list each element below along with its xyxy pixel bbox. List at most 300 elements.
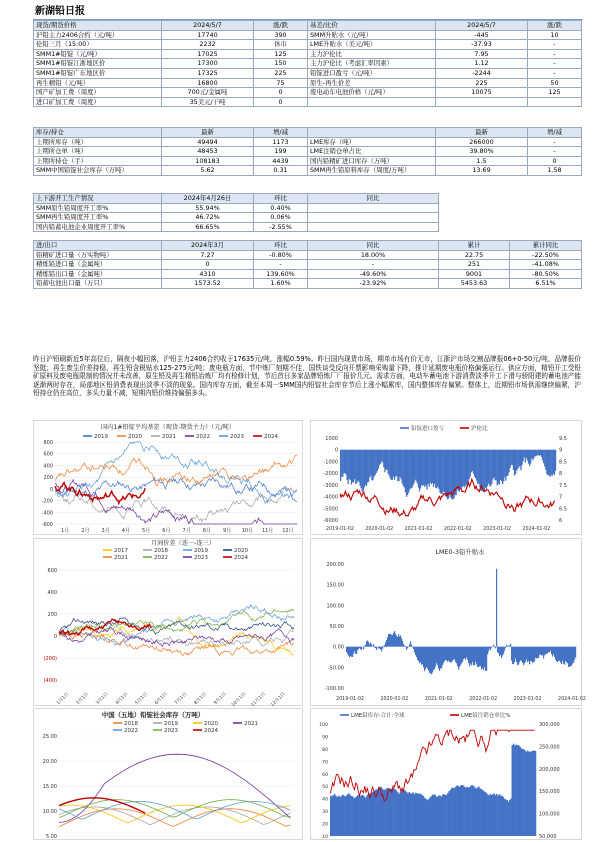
table-row [34, 59, 582, 69]
table-cell: 再生精铅（元/吨） [34, 78, 162, 88]
header-cell: 2024年4月26日 [162, 194, 254, 204]
table-row [34, 279, 582, 289]
y-tick-label: 400 [43, 463, 53, 470]
y-tick-label: 100 [319, 723, 328, 728]
table-cell: 150 [254, 59, 308, 69]
table-cell: 139.60% [254, 269, 308, 279]
table-cell: -0.80% [254, 250, 308, 260]
x-tick-label: 12月 [282, 528, 294, 534]
table4-header [34, 241, 582, 251]
x-tick-label: 5月 [142, 528, 151, 534]
lme-stock-chart [310, 708, 582, 840]
y-tick-label: 5.00 [45, 834, 57, 840]
table-cell: 0 [254, 97, 308, 107]
table-cell: - [254, 260, 308, 270]
table-cell: 13.69 [436, 166, 528, 176]
x-tick-label: 9月1日 [213, 691, 228, 707]
x-tick-label: 12月1日 [270, 691, 287, 709]
legend-label: 2024 [234, 555, 248, 561]
table-cell [308, 222, 439, 232]
table-cell: 精炼铅进口量（金属吨） [34, 260, 162, 270]
table-cell: 1573.52 [162, 279, 254, 289]
legend-label: 2022 [124, 728, 138, 734]
table-row [34, 88, 582, 98]
table-row [34, 203, 439, 213]
table-row [34, 213, 439, 223]
legend-label: 铅锭进口盈亏 [411, 426, 445, 432]
y-tick-label: 90 [322, 735, 328, 741]
header-cell: 环比 [254, 241, 308, 251]
table-cell: -2.55% [254, 222, 308, 232]
header-cell: 涨/跌 [254, 21, 308, 31]
x-tick-label: 2023-01-02 [513, 697, 542, 702]
table-row [34, 49, 582, 59]
x-tick-label: 6月 [162, 528, 171, 534]
y2-tick-label: 50,000 [539, 834, 557, 840]
table-cell: 10075 [436, 88, 528, 98]
y2-tick-label: 7 [559, 494, 563, 501]
table-cell: SMM1#铅锭江浙地区价 [34, 59, 162, 69]
chart-title: 国内1#铅锭平均基差（现货-期货主力）（元/吨） [100, 424, 236, 431]
x-tick-label: 6月1日 [154, 691, 169, 707]
legend-label: 2019 [194, 548, 208, 554]
lme-spread-chart [310, 538, 586, 706]
table-cell: 主力沪伦比（考虑汇率因素） [308, 59, 436, 69]
table-row [34, 68, 582, 78]
table-cell: 700元/金属吨 [162, 88, 254, 98]
table-cell: 5.62 [162, 166, 254, 176]
legend-label: 2021 [114, 555, 128, 561]
table-cell: 1.58 [528, 166, 582, 176]
table-cell [308, 97, 436, 107]
x-tick-label: 4月1日 [115, 691, 130, 707]
table-cell: 0.31 [254, 166, 308, 176]
y-tick-label: 10.00 [42, 809, 57, 815]
table-row [34, 166, 582, 176]
table-cell: 125 [528, 88, 582, 98]
table-cell: 精炼铅出口量（金属吨） [34, 269, 162, 279]
table-cell: 251 [439, 260, 510, 270]
y-tick-label: -6000 [323, 518, 338, 524]
table-cell: 50 [528, 78, 582, 88]
table-cell: 390 [254, 30, 308, 40]
table-row [34, 260, 582, 270]
table-cell: 48453 [162, 147, 254, 157]
chart-frame [34, 539, 303, 709]
table-cell: 铅锭进口盈亏（元/吨） [308, 68, 436, 78]
x-tick-label: 2022-01-02 [443, 527, 472, 532]
x-tick-label: 2019-01-02 [326, 527, 354, 532]
table-cell: 108183 [162, 156, 254, 166]
table-cell: 0 [254, 88, 308, 98]
legend-label: 2024 [264, 434, 278, 440]
legend-label: 2024 [204, 728, 218, 734]
table-cell: 1.5 [436, 156, 528, 166]
x-tick-label: 11月1日 [250, 691, 267, 709]
x-tick-label: 11月 [261, 528, 274, 534]
table-cell: 废电动车电池价格（元/吨） [308, 88, 436, 98]
x-tick-label: 7月 [182, 528, 191, 534]
table-cell: SMM原生铅周度开工率% [34, 203, 162, 213]
y-tick-label: 100.00 [326, 603, 344, 610]
table-cell: 17325 [162, 68, 254, 78]
table-cell: 0 [162, 260, 254, 270]
legend-label: 2019 [164, 721, 178, 727]
y2-tick-label: 8 [559, 471, 563, 478]
table-cell: 266000 [436, 137, 528, 147]
table-cell [308, 213, 439, 223]
x-tick-label: 2021-01-02 [424, 697, 453, 702]
chart-frame [311, 539, 582, 706]
x-tick-label: 4月 [121, 528, 130, 534]
x-tick-label: 8月1日 [193, 691, 208, 707]
table-cell: 国内铅精矿进口库存（万吨） [308, 156, 436, 166]
lme-spread-bar [575, 647, 576, 658]
table-cell: 17025 [162, 49, 254, 59]
lme-spread-bar [371, 644, 372, 646]
y2-tick-label: 7.5 [559, 482, 567, 489]
y-tick-label: 0 [53, 634, 57, 640]
table-cell: 上期所仓单（吨） [34, 147, 162, 157]
y-tick-label: 50 [322, 785, 328, 791]
table-cell: -445 [436, 30, 528, 40]
lme-spread-bar [491, 647, 492, 648]
table-cell: 55.94% [162, 203, 254, 213]
x-tick-label: 2020-01-02 [365, 527, 394, 532]
import-profit-chart [310, 420, 582, 535]
table-cell: 75 [254, 78, 308, 88]
table-cell: 16800 [162, 78, 254, 88]
y2-tick-label: 250,000 [539, 744, 560, 751]
table-cell: -49.60% [308, 269, 439, 279]
y2-tick-label: 100,000 [539, 811, 560, 818]
table-row [34, 156, 582, 166]
table-cell: 125 [254, 49, 308, 59]
table-cell: -80.50% [510, 269, 582, 279]
table-cell: 铅蓄电池出口量（万只） [34, 279, 162, 289]
table-cell: - [528, 40, 582, 50]
table-cell: 18.00% [308, 250, 439, 260]
y-tick-label: 40 [322, 797, 328, 803]
lme-spread-bar [363, 647, 364, 650]
table-cell: 2232 [162, 40, 254, 50]
table3-header [34, 194, 439, 204]
y-tick-label: -1000 [323, 459, 338, 466]
header-cell: 累计同比 [510, 241, 582, 251]
table-cell: 0.40% [254, 203, 308, 213]
table-cell [436, 97, 528, 107]
table-cell: 7.27 [162, 250, 254, 260]
header-cell: 库存/持仓 [34, 128, 162, 138]
table-row [34, 97, 582, 107]
table-row [34, 137, 582, 147]
table-cell: SMM再生铅原料库存（周度/万吨） [308, 166, 436, 176]
legend-label: 2020 [128, 434, 142, 440]
x-tick-label: 10月 [241, 528, 254, 534]
table-cell: LME库存（吨） [308, 137, 436, 147]
lme-spread-bar [376, 647, 377, 650]
x-tick-label: 5月1日 [134, 691, 149, 707]
table-cell: - [528, 147, 582, 157]
y-tick-label: 80 [322, 747, 328, 753]
table-cell: 上期所持仓（手） [34, 156, 162, 166]
table-cell: 沪铅主力2406合约（元/吨） [34, 30, 162, 40]
x-tick-label: 2月1日 [75, 691, 90, 707]
x-tick-label: 2019-01-02 [336, 697, 364, 702]
header-cell: 同比 [308, 194, 439, 204]
header-cell: 上下游开工生产情况 [34, 194, 162, 204]
y2-tick-label: 6.5 [559, 506, 567, 513]
y2-tick-label: 9 [559, 447, 563, 454]
y2-tick-label: 6 [559, 518, 563, 524]
table-cell: 35美元/干吨 [162, 97, 254, 107]
y-tick-label: -5000 [323, 506, 338, 513]
table-cell: 17300 [162, 59, 254, 69]
table-cell: 199 [254, 147, 308, 157]
x-tick-label: 2020-01-02 [380, 697, 409, 702]
table-cell: 22.75 [439, 250, 510, 260]
table-cell: 休市 [254, 40, 308, 50]
table-cell: LME注销仓单占比 [308, 147, 436, 157]
header-cell: 环比 [254, 194, 308, 204]
y-tick-label: -200 [41, 498, 53, 505]
table-row [34, 250, 582, 260]
y2-tick-label: 150,000 [539, 789, 560, 796]
x-tick-label: 2024-01-02 [558, 697, 586, 702]
table-cell: 1173 [254, 137, 308, 147]
y2-tick-label: 300,000 [539, 722, 560, 728]
x-tick-label: 2021-01-02 [404, 527, 433, 532]
y-tick-label: -400 [41, 510, 53, 517]
lme-spread-bar [405, 646, 406, 647]
legend-label: 2023 [230, 434, 244, 440]
header-cell: 增/减 [528, 128, 582, 138]
table-cell: 225 [436, 78, 528, 88]
y-tick-label: 200 [43, 475, 53, 482]
table-cell: 1.60% [254, 279, 308, 289]
y-tick-label: 0 [334, 447, 338, 454]
table1-header [34, 21, 582, 31]
lme-spread-bar [496, 569, 497, 647]
table-cell: 49494 [162, 137, 254, 147]
report-title: 新湖铅日报 [33, 5, 583, 20]
table-row [34, 78, 582, 88]
trade-table [33, 240, 582, 289]
table-cell [308, 203, 439, 213]
header-cell: 2024年3月 [162, 241, 254, 251]
table-cell: 4310 [162, 269, 254, 279]
header-cell: 进/出口 [34, 241, 162, 251]
table-cell: 主力沪伦比 [308, 49, 436, 59]
table-cell: - [528, 59, 582, 69]
header-cell: 基差/比价 [308, 21, 436, 31]
y-tick-label: -100.00 [324, 686, 344, 692]
header-cell: 2024/5/7 [162, 21, 254, 31]
y-tick-label: 50.00 [329, 624, 344, 630]
table-cell: 上期所库存（吨） [34, 137, 162, 147]
x-tick-label: 3月 [101, 528, 110, 534]
header-cell: 增/减 [254, 128, 308, 138]
y-tick-label: 60 [322, 772, 328, 778]
table-cell: -23.92% [308, 279, 439, 289]
x-tick-label: 10月1日 [231, 691, 248, 709]
chart-title: 月间价差（连一-连三） [150, 540, 216, 547]
header-cell [308, 128, 436, 138]
x-tick-label: 2022-01-02 [469, 697, 498, 702]
table-cell: -2244 [436, 68, 528, 78]
legend-label: 2018 [124, 721, 138, 727]
import-profit-bar [555, 450, 556, 471]
y-tick-label: 20.00 [42, 759, 57, 765]
y-tick-label: 10 [322, 835, 328, 840]
operating-rate-table [33, 193, 439, 232]
y-tick-label: 30 [322, 810, 328, 816]
table-cell: -37.93 [436, 40, 528, 50]
basis-chart [33, 420, 303, 535]
x-tick-label: 1月1日 [56, 691, 71, 707]
x-tick-label: 8月 [202, 528, 211, 534]
lme-spread-bar [510, 644, 511, 647]
market-commentary: 昨日沪铅刷新近5年高位后，隔夜小幅回落，沪铅主力2406合约收于17635元/吨，涨幅0.59%。昨日国内现货市场，期单市场有价无市，江浙沪市场交割品牌报06+0-50元/吨，品牌报价坚挺；再生废生价差持稳，再生铅含税贴水125-275元/吨；废电瓶方面，节中炼厂刻期不佳，国铁谈受反向开票影响采购量下降，推计延期废电瓶价格偏强运行。供应方面，精铅开工受铅矿原料及废电瓶限制的情况并未改善，原生铅及再生精铅冶炼厂均有检修计划，节后首日多家品牌铅炼厂厂报价几元。需求方面，电动车蓄电池下游消费淡季开工下滑与骄阳建的蓄电池产能逐渐两时存在，局部地区铅消费表现出淡季不淡的现象。国内库存方面，截至本周一SMM国内铅锭社会库存节后上涨小幅累库，国内整体库存偏紧。整体上，近期铅市场供需继续偏紧，沪铅持仓仍在高位，多头力量不减，短期内铅价维持偏强多头。 [33, 355, 581, 398]
y-tick-label: 800 [43, 440, 53, 446]
x-tick-label: 3月1日 [95, 691, 110, 707]
x-tick-label: 9月 [223, 528, 232, 534]
table-cell: 伦铅三月（15:00） [34, 40, 162, 50]
price-basis-table [33, 20, 582, 107]
table-cell: 铅精矿进口量（万实物吨） [34, 250, 162, 260]
table-row [34, 269, 582, 279]
table-cell: 进口矿加工费（周度） [34, 97, 162, 107]
legend-label: 2017 [114, 548, 128, 554]
header-cell: 2024/5/7 [436, 21, 528, 31]
legend-label: 沪伦比 [471, 426, 488, 432]
table-cell: 0.06% [254, 213, 308, 223]
chart-title: 中国（五地）铅锭社会库存（万吨） [101, 711, 205, 719]
table-row [34, 147, 582, 157]
table-cell: -22.50% [510, 250, 582, 260]
y-tick-label: 25.00 [42, 734, 57, 740]
y-tick-label: -2000 [323, 471, 338, 478]
lme-spread-bar [361, 647, 362, 650]
y-tick-label: 200.00 [326, 562, 344, 568]
header-cell: 累计 [439, 241, 510, 251]
table-cell: 7.95 [436, 49, 528, 59]
legend-label: 2021 [162, 434, 176, 440]
table-cell: 39.80% [436, 147, 528, 157]
x-tick-label: 2024-01-02 [522, 527, 551, 532]
y-tick-label: 600 [43, 451, 53, 458]
lme-spread-bar [373, 644, 374, 647]
y-tick-label: -50.00 [327, 665, 344, 672]
lme-spread-bar [505, 647, 506, 648]
header-cell: 现货/期货价格 [34, 21, 162, 31]
table-cell: LME升贴水（美元/吨） [308, 40, 436, 50]
header-cell: 涨/跌 [528, 21, 582, 31]
legend-label: 2021 [244, 721, 258, 727]
y-tick-label: (400) [43, 678, 57, 684]
table-row [34, 222, 439, 232]
y-tick-label: 150.00 [326, 582, 344, 589]
x-tick-label: 2023-01-02 [483, 527, 512, 532]
x-tick-label: 1月 [61, 528, 70, 534]
legend-label: 2023 [164, 728, 178, 734]
legend-label: 2020 [204, 721, 218, 727]
legend-label: LME铅库存:合计:全球 [351, 713, 405, 719]
table-row [34, 40, 582, 50]
table-row [34, 30, 582, 40]
y-tick-label: -600 [41, 522, 53, 528]
x-tick-label: 7月1日 [174, 691, 189, 707]
legend-label: 2020 [234, 548, 248, 554]
inventory-table [33, 127, 582, 176]
y-tick-label: 600 [47, 568, 57, 574]
lme-spread-bar [495, 647, 496, 649]
y-tick-label: -4000 [323, 494, 338, 501]
table-cell: - [528, 49, 582, 59]
lme-stock-bar [535, 751, 537, 836]
table-cell: 10 [528, 30, 582, 40]
legend-label: 2018 [154, 548, 168, 554]
y-tick-label: 1000 [325, 436, 338, 442]
legend-label: 2023 [194, 555, 208, 561]
table-cell: 5453.63 [439, 279, 510, 289]
table-cell: SMM再生铅周度开工率% [34, 213, 162, 223]
table-cell: -41.08% [510, 260, 582, 270]
table-cell: 0 [528, 156, 582, 166]
y-tick-label: 0 [49, 486, 53, 493]
table-cell: 46.72% [162, 213, 254, 223]
lme-spread-bar [382, 647, 383, 649]
table-cell: SMM升贴水（元/吨） [308, 30, 436, 40]
lme-spread-bar [493, 645, 494, 647]
y2-tick-label: 200,000 [539, 766, 560, 773]
header-cell: 同比 [308, 241, 439, 251]
table-cell: 国产矿加工费（周度） [34, 88, 162, 98]
legend-label: 2022 [196, 434, 210, 440]
legend-label: 2022 [154, 555, 168, 561]
lme-spread-bar [411, 645, 412, 647]
table2-header [34, 128, 582, 138]
table-cell: 17740 [162, 30, 254, 40]
table-cell: 225 [254, 68, 308, 78]
social-stock-chart [33, 708, 303, 840]
header-cell: 最新 [162, 128, 254, 138]
table-cell: 66.65% [162, 222, 254, 232]
y-tick-label: 200 [47, 612, 57, 618]
chart-title: LME0-3铅升贴水 [435, 548, 485, 556]
y-tick-label: (200) [43, 656, 57, 662]
spread-chart [33, 538, 303, 709]
y-tick-label: 400 [47, 590, 57, 596]
legend-label: 2019 [94, 434, 108, 440]
table-cell: 4439 [254, 156, 308, 166]
table-cell: 原生-再生价差 [308, 78, 436, 88]
table-cell [528, 97, 582, 107]
table-cell: - [528, 137, 582, 147]
header-cell: 最新 [436, 128, 528, 138]
table-cell: SMM1#铅锭（元/吨） [34, 49, 162, 59]
table-cell: SMM1#铅锭广东地区价 [34, 68, 162, 78]
table-cell: 1.12 [436, 59, 528, 69]
y2-tick-label: 8.5 [559, 459, 567, 466]
legend-label: LME铅注销仓单比% [461, 713, 511, 719]
y-tick-label: -3000 [323, 482, 338, 489]
y-tick-label: 15.00 [42, 784, 57, 790]
y-tick-label: 0.00 [332, 644, 344, 651]
y-tick-label: 70 [322, 760, 328, 766]
table-cell: 9001 [439, 269, 510, 279]
y2-tick-label: 9.5 [559, 436, 567, 442]
